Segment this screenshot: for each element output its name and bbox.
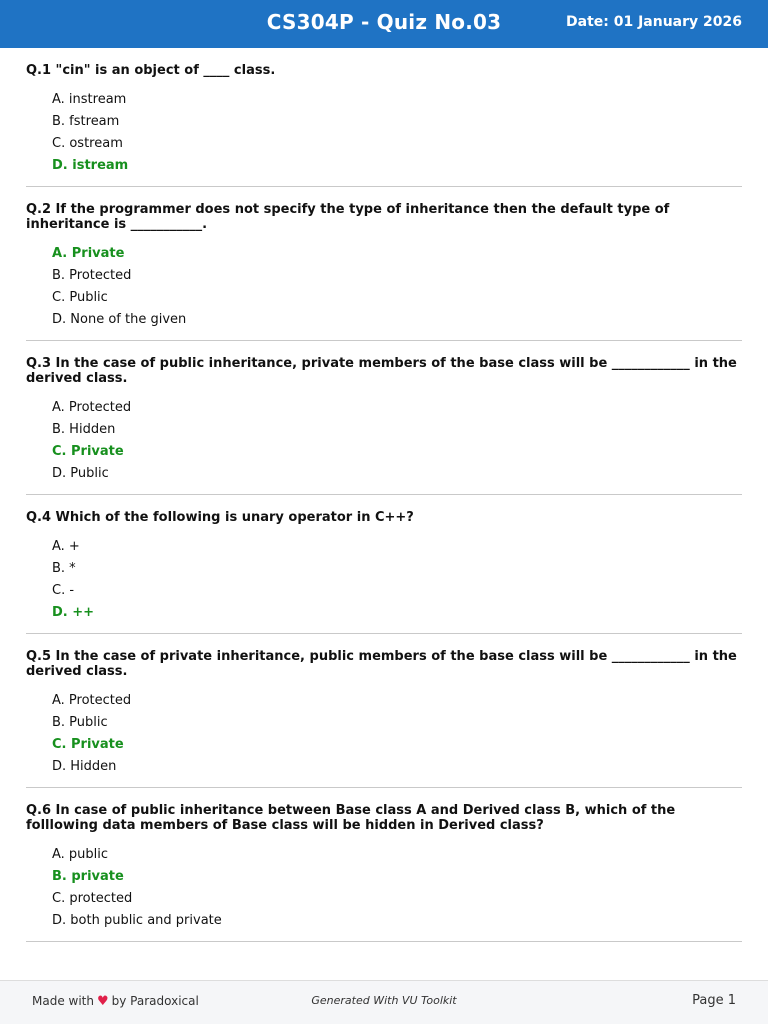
header-bar: [0, 0, 768, 48]
answer-option: B. *: [52, 561, 76, 576]
answer-option: A. Protected: [52, 693, 132, 708]
question-block: [26, 634, 742, 788]
answer-option: B. fstream: [52, 114, 120, 129]
quiz-date: Date: 01 January 2026: [566, 14, 742, 30]
answer-option: B. Hidden: [52, 422, 116, 437]
question-text: Q.3 In the case of public inheritance, private members of the base class will be ____________ in the derived class.: [26, 356, 737, 386]
question-block: [26, 187, 742, 341]
option-list: [26, 690, 742, 778]
answer-option: A. instream: [52, 92, 127, 107]
option-list: [26, 243, 742, 331]
question-block: [26, 48, 742, 187]
correct-option: B. private: [52, 869, 124, 884]
answer-option: A. +: [52, 539, 80, 554]
author-label: by Paradoxical: [111, 994, 199, 1008]
question-list: [26, 48, 742, 942]
answer-option: D. Hidden: [52, 759, 117, 774]
question-text: Q.6 In case of public inheritance between Base class A and Derived class B, which of the folllowing data members of Base class will be hidden in Derived class?: [26, 803, 676, 833]
correct-option: A. Private: [52, 246, 125, 261]
question-text: Q.5 In the case of private inheritance, public members of the base class will be ____________ in the derived class.: [26, 649, 737, 679]
question-text: Q.2 If the programmer does not specify the type of inheritance then the default type of inheritance is ___________.: [26, 202, 670, 232]
answer-option: C. Public: [52, 290, 108, 305]
question-block: [26, 788, 742, 942]
correct-option: C. Private: [52, 737, 124, 752]
question-block: [26, 341, 742, 495]
correct-option: C. Private: [52, 444, 124, 459]
footer-bar: [0, 980, 768, 1024]
question-text: Q.4 Which of the following is unary operator in C++?: [26, 510, 414, 525]
answer-option: A. public: [52, 847, 109, 862]
made-with-label: Made with: [32, 994, 94, 1008]
option-list: [26, 89, 742, 177]
answer-option: D. Public: [52, 466, 109, 481]
quiz-title: CS304P - Quiz No.03: [266, 10, 502, 34]
heart-icon: ♥: [96, 994, 109, 1009]
answer-option: C. -: [52, 583, 75, 598]
answer-option: C. ostream: [52, 136, 123, 151]
answer-option: D. both public and private: [52, 913, 222, 928]
option-list: [26, 536, 742, 624]
question-block: [26, 495, 742, 634]
answer-option: A. Protected: [52, 400, 132, 415]
page-number: Page 1: [692, 993, 736, 1008]
answer-option: B. Protected: [52, 268, 132, 283]
correct-option: D. istream: [52, 158, 129, 173]
question-text: Q.1 "cin" is an object of ____ class.: [26, 63, 276, 78]
option-list: [26, 397, 742, 485]
answer-option: C. protected: [52, 891, 133, 906]
generated-with-label: Generated With VU Toolkit: [311, 994, 457, 1007]
answer-option: D. None of the given: [52, 312, 187, 327]
correct-option: D. ++: [52, 605, 95, 620]
option-list: [26, 844, 742, 932]
answer-option: B. Public: [52, 715, 108, 730]
